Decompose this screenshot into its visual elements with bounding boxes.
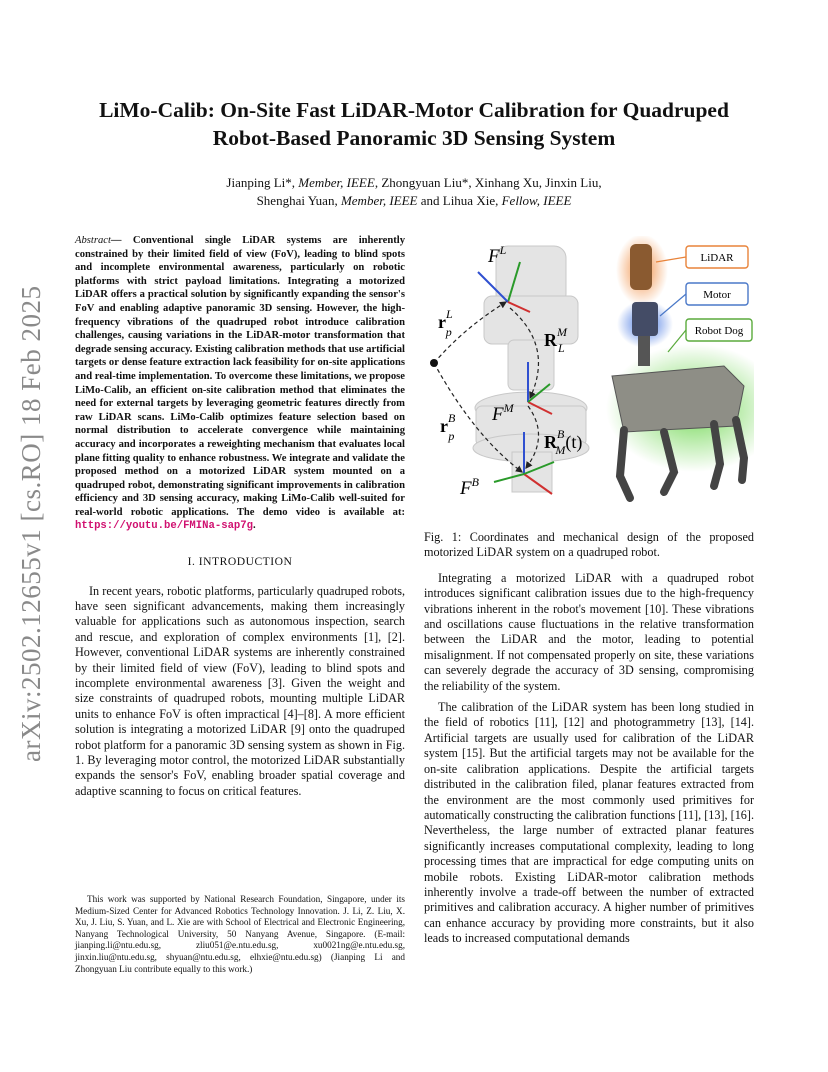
author-4-role: Fellow, IEEE xyxy=(501,193,572,208)
abstract-dash: — xyxy=(110,235,133,246)
paper-title xyxy=(70,96,758,152)
right-paragraph-2: The calibration of the LiDAR system has been long studied in the field of robotics [11], [12] and photogrammetry [13], [14]. Artificial targets are usually used for calibration of the LiDAR system [15]. But the artificial targets may not be available for the on-site calibration applications. Despite the artificial targets distributed in the calibration filed, planar features extracted from the environment are the most commonly used primitives for automatically constructing the calibration functions [11], [13], [16]. Nevertheless, the large number of extracted planar features significantly increases computational complexity, leading to long processing times that are impractical for edge computing units on mobile robots. Existing LiDAR-motor calibration methods inherently involve a trade-off between the number of extracted primitives and calibration accuracy. A higher number of primitives can enhance accuracy by providing more constraints, but it also leads to increased computational demands xyxy=(424,700,754,946)
section-heading-introduction: I. INTRODUCTION xyxy=(187,555,293,569)
author-3-role: Member, IEEE xyxy=(340,193,418,208)
right-column xyxy=(424,530,754,953)
label-motor-box xyxy=(660,283,748,316)
abstract-text: Conventional single LiDAR systems are inherently constrained by their limited field of view (FoV), leading to blind spots and incomplete environmental awareness, particularly on robotic platforms with strict payload limitations. Integrating a motorized LiDAR offers a practical solution by significantly expanding the sensor's FoV and enabling adaptive panoramic 3D sensing. However, the high-frequency vibrations of the quadruped robot introduce calibration challenges, causing variations in the LiDAR-motor transformation that degrade sensing accuracy. Existing calibration methods that use artificial targets or dense feature extraction lack feasibility for on-site applications and real-time implementation. To overcome these limitations, we propose LiMo-Calib, an efficient on-site calibration method that eliminates the need for external targets by leveraging geometric features directly from raw LiDAR scans. LiMo-Calib optimizes feature selection based on normal distribution to accelerate convergence while maintaining accuracy and incorporates a reweighting mechanism that evaluates local plane fitting quality to enhance robustness. We integrate and validate the proposed method on a motorized LiDAR system mounted on a quadruped robot, demonstrating significant improvements in calibration efficiency and 3D sensing accuracy, making LiMo-Calib well-suited for real-world robotic applications. The demo video is available at: xyxy=(75,235,405,518)
author-4: and Lihua Xie, xyxy=(417,193,502,208)
title-line-2: Robot-Based Panoramic 3D Sensing System xyxy=(212,126,616,150)
point-p xyxy=(430,359,438,367)
figure-1-caption: Fig. 1: Coordinates and mechanical design of the proposed motorized LiDAR system on a quadruped robot. xyxy=(424,530,754,560)
footnote-text: This work was supported by National Research Foundation, Singapore, under its Medium-Sized Center for Advanced Robotics Technology Innovation. J. Li, Z. Liu, X. Xu, J. Liu, S. Yuan, and L. Xie are with School of Electrical and Electronic Engineering, Nanyang Technological University, 50 Nanyang Avenue, Singapore. (E-mail: jianping.li@ntu.edu.sg, zliu051@e.ntu.edu.sg, xu0021ng@e.ntu.edu.sg, jinxin.liu@ntu.edu.sg, shyuan@ntu.edu.sg, elhxie@ntu.edu.sg) (Jianping Li and Zhongyuan Liu contribute equally to this work.) xyxy=(75,894,405,974)
abstract-end: . xyxy=(253,520,256,532)
title-line-1: LiMo-Calib: On-Site Fast LiDAR-Motor Calibration for Quadruped xyxy=(99,98,729,122)
intro-paragraph-1: In recent years, robotic platforms, particularly quadruped robots, have seen significant advancements, making them increasingly valuable for applications such as autonomous inspection, search and rescue, and exploration of complex environments [1], [2]. However, conventional LiDAR systems are inherently constrained by their limited field of view (FoV), leading to blind spots and incomplete environmental awareness [3]. Given the weight and size constraints of quadruped robots, mounting multiple LiDAR units to enhance FoV is often impractical [4]–[8]. A more efficient solution is integrating a motorized LiDAR [9] onto the quadruped robot platform for a panoramic 3D sensing system as shown in Fig. 1. By leveraging motor control, the motorized LiDAR substantially expands the sensor's FoV, enabling broader spatial coverage and adaptive scanning to focus on critical features. xyxy=(75,583,405,798)
sensor-tower-drawing xyxy=(473,246,589,492)
label-frame-L: $F^L$ xyxy=(488,243,507,267)
label-frame-M: $F^M$ xyxy=(492,401,514,425)
author-1: Jianping Li*, xyxy=(226,175,299,190)
label-frame-B: $F^B$ xyxy=(460,475,479,499)
label-lidar-box xyxy=(656,246,748,268)
author-1-role: Member, IEEE xyxy=(298,175,375,190)
robot-photo xyxy=(606,236,754,498)
abstract xyxy=(75,234,405,534)
demo-video-link[interactable]: https://youtu.be/FMINa-sap7g xyxy=(75,520,254,533)
right-paragraph-1: Integrating a motorized LiDAR with a quadruped robot introduces significant calibration issues due to the high-frequency vibrations inherent in the robot's movement [10]. These vibrations and oscillations cause fluctuations in the relative transformation between the LiDAR and the motor, leading to potential misalignment. If not compensated properly on site, these variations can severely degrade the accuracy of 3D sensing, compromising the reliability of the system. xyxy=(424,570,754,693)
label-R-LM: $R^M$ L xyxy=(544,325,567,355)
abstract-label: Abstract xyxy=(75,235,111,246)
left-column xyxy=(75,234,405,805)
arxiv-identifier: arXiv:2502.12655v1 [cs.RO] 18 Feb 2025 xyxy=(16,285,46,762)
label-motor: Motor xyxy=(703,289,731,301)
label-R-MB: $R^B$ M(t) xyxy=(544,427,583,457)
figure-1-diagram xyxy=(424,236,754,524)
label-r-pB: $r^B$ p xyxy=(440,411,456,443)
author-3: Shenghai Yuan, xyxy=(256,193,341,208)
figure-1 xyxy=(424,236,754,524)
label-r-pL: $r^L$ p xyxy=(438,307,453,339)
label-robot-dog: Robot Dog xyxy=(694,325,744,337)
label-lidar: LiDAR xyxy=(700,252,734,264)
author-2: , Zhongyuan Liu*, Xinhang Xu, Jinxin Liu, xyxy=(374,175,602,190)
author-list xyxy=(70,174,758,210)
footnote xyxy=(75,894,405,975)
